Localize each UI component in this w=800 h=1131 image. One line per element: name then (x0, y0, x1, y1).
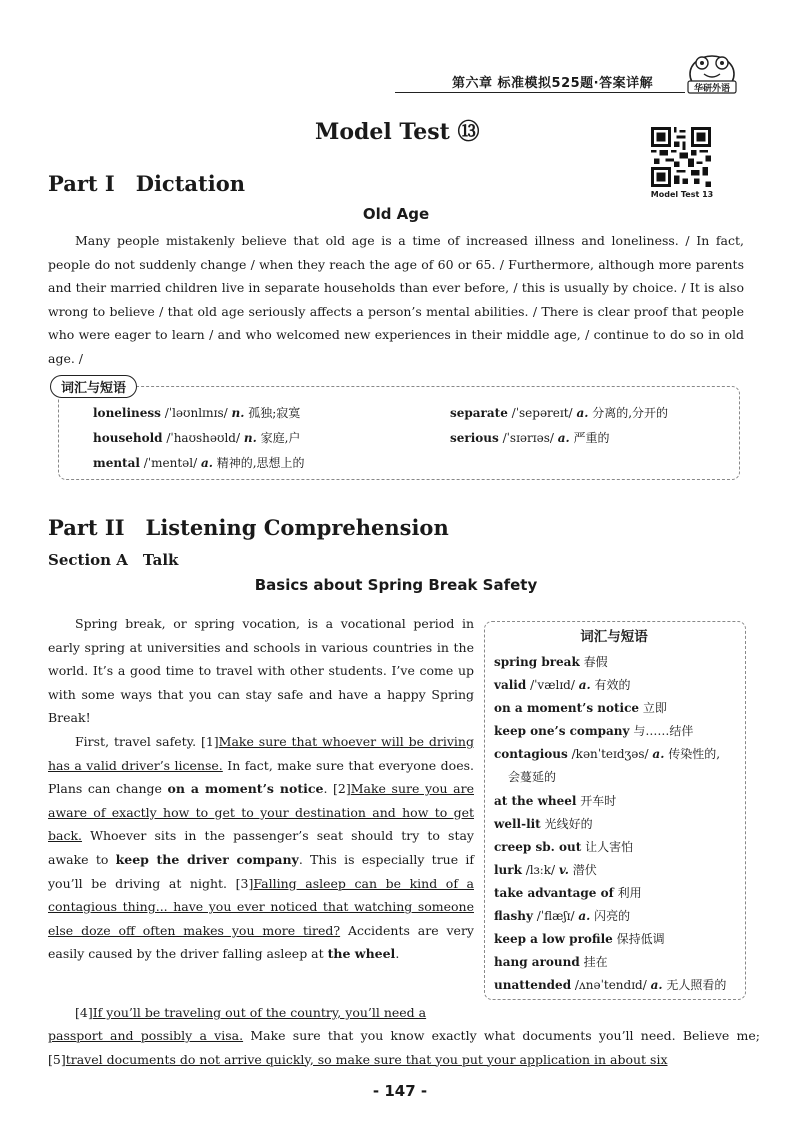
talk-paragraph-2: First, travel safety. [1]Make sure that whoever will be driving has a valid driver’s license. In fact, make sure that everyone does. Plans can change on a moment’s notice. [2]Make sure you are aware of exactly how to get to your destination and how to get back. Whoever sits in the passenger’s seat should try to stay awake to keep the driver company. This is especially true if you’ll be driving at night. [3]Falling asleep can be kind of a contagious thing... have you ever noticed that watching someone else doze off often makes you more tired? Accidents are very easily caused by the driver falling asleep at the wheel. (48, 733, 474, 962)
part2-title: Part II Listening Comprehension (48, 515, 449, 540)
vocab-item: flashy /ˈflæʃɪ/ a. 闪亮的 (494, 909, 631, 924)
vocab-item: take advantage of 利用 (494, 885, 642, 900)
vocab-item: lurk /lɜːk/ v. 潜伏 (494, 862, 597, 877)
part2-passage-title: Basics about Spring Break Safety (254, 576, 538, 594)
vocab-item: household /ˈhaʊshəʊld/ n. 家庭,户 (93, 431, 301, 445)
page-number: - 147 - (372, 1082, 428, 1100)
qr-code[interactable] (651, 127, 711, 187)
vocab-list (494, 651, 744, 997)
vocab-tag: 词汇与短语 (50, 375, 137, 398)
part1-passage-title: Old Age (362, 205, 430, 223)
vocab-item: unattended /ʌnəˈtendɪd/ a. 无人照看的 (494, 978, 727, 993)
vocab-item: on a moment’s notice 立即 (494, 701, 667, 716)
header-rule (395, 92, 685, 93)
vocab-item: loneliness /ˈləʊnlɪnɪs/ n. 孤独;寂寞 (93, 406, 301, 420)
vocab-item: creep sb. out 让人害怕 (494, 839, 634, 854)
chapter-header: 第六章 标准模拟525题·答案详解 (452, 76, 654, 91)
talk-paragraph-1: Spring break, or spring vocation, is a vocational period in early spring at universities and schools in various countries in the world. It’s a good time to travel with other students. I’ve come up with some ways that you can stay safe and have a happy Spring Break! (48, 616, 474, 726)
talk-paragraph-3-start: [4]If you’ll be traveling out of the country, you’ll need a (75, 1005, 427, 1020)
vocab-item: at the wheel 开车时 (494, 793, 617, 808)
vocab-item: hang around 挂在 (494, 955, 608, 970)
section-a-title: Section A Talk (48, 551, 179, 569)
vocab-item: 会蔓延的 (508, 770, 557, 785)
vocab-item: spring break 春假 (494, 655, 608, 669)
frog-logo-icon (686, 50, 738, 96)
vocab-item: keep one’s company 与……结伴 (494, 724, 694, 739)
vocab-item: keep a low profile 保持低调 (494, 932, 665, 947)
dictation-paragraph: Many people mistakenly believe that old age is a time of increased illness and loneliness. / In fact, people do not suddenly change / when they reach the age of 60 or 65. / Furthermore, although more parents and their married children live in separate households than ever before, / this is usually by choice. / It is also wrong to believe / that old age seriously affects a person’s mental abilities. / There is clear proof that people who were eager to learn / and who welcomed new experiences in their middle age, / continue to do so in old age. / (48, 233, 744, 366)
svg-text:华研外语: 华研外语 (693, 84, 731, 94)
dictation-passage (48, 229, 744, 370)
vocab-item: separate /ˈsepəreɪt/ a. 分离的,分开的 (450, 406, 669, 420)
qr-caption: Model Test 13 (650, 190, 714, 199)
vocab-box-2-title: 词汇与短语 (580, 629, 648, 645)
talk-column (48, 612, 474, 966)
vocab-item: serious /ˈsɪərɪəs/ a. 严重的 (450, 431, 610, 445)
vocab-item: mental /ˈmentəl/ a. 精神的,思想上的 (93, 456, 305, 470)
vocab-item: valid /ˈvælɪd/ a. 有效的 (494, 678, 631, 693)
test-title: Model Test ⑬ (315, 119, 480, 145)
part1-title: Part I Dictation (48, 171, 245, 196)
vocab-item: well-lit 光线好的 (494, 816, 593, 831)
vocab-item: contagious /kənˈteɪdʒəs/ a. 传染性的, (494, 747, 721, 762)
talk-paragraph-3: passport and possibly a visa. Make sure that you know exactly what documents you’ll need. Believe me; [5]travel documents do not arrive quickly, so make sure that you put your application in about six (48, 1028, 760, 1067)
